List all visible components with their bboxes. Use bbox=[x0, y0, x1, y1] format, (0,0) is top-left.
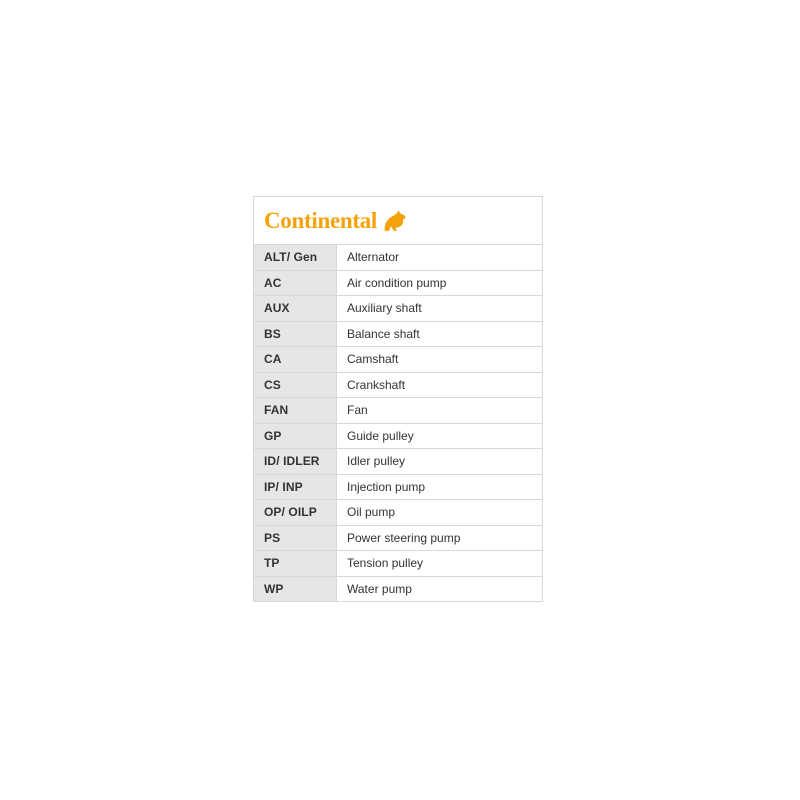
table-row bbox=[254, 347, 542, 373]
desc-cell: Injection pump bbox=[337, 475, 542, 500]
desc-cell: Tension pulley bbox=[337, 551, 542, 576]
table-row bbox=[254, 475, 542, 501]
desc-cell: Fan bbox=[337, 398, 542, 423]
table-row bbox=[254, 296, 542, 322]
desc-cell: Air condition pump bbox=[337, 271, 542, 296]
abbr-cell: AC bbox=[254, 271, 337, 296]
desc-cell: Water pump bbox=[337, 577, 542, 602]
table-row bbox=[254, 424, 542, 450]
continental-logo bbox=[264, 209, 406, 233]
abbr-cell: OP/ OILP bbox=[254, 500, 337, 525]
table-row bbox=[254, 271, 542, 297]
desc-cell: Auxiliary shaft bbox=[337, 296, 542, 321]
brand-name: Continental bbox=[264, 208, 377, 233]
table-row bbox=[254, 322, 542, 348]
brand-header bbox=[254, 197, 542, 245]
desc-cell: Oil pump bbox=[337, 500, 542, 525]
desc-cell: Camshaft bbox=[337, 347, 542, 372]
abbr-cell: AUX bbox=[254, 296, 337, 321]
abbr-cell: GP bbox=[254, 424, 337, 449]
desc-cell: Guide pulley bbox=[337, 424, 542, 449]
table-row bbox=[254, 373, 542, 399]
table-row bbox=[254, 551, 542, 577]
horse-logo-icon bbox=[380, 209, 406, 233]
table-row bbox=[254, 245, 542, 271]
desc-cell: Idler pulley bbox=[337, 449, 542, 474]
abbr-cell: ALT/ Gen bbox=[254, 245, 337, 270]
table-row bbox=[254, 449, 542, 475]
abbr-cell: WP bbox=[254, 577, 337, 602]
abbr-cell: TP bbox=[254, 551, 337, 576]
abbr-cell: FAN bbox=[254, 398, 337, 423]
table-row bbox=[254, 398, 542, 424]
desc-cell: Crankshaft bbox=[337, 373, 542, 398]
desc-cell: Alternator bbox=[337, 245, 542, 270]
abbr-cell: ID/ IDLER bbox=[254, 449, 337, 474]
abbr-cell: IP/ INP bbox=[254, 475, 337, 500]
abbr-cell: BS bbox=[254, 322, 337, 347]
table-row bbox=[254, 500, 542, 526]
table-row bbox=[254, 577, 542, 603]
abbr-cell: PS bbox=[254, 526, 337, 551]
abbr-cell: CS bbox=[254, 373, 337, 398]
desc-cell: Power steering pump bbox=[337, 526, 542, 551]
legend-table bbox=[253, 196, 543, 602]
table-row bbox=[254, 526, 542, 552]
abbr-cell: CA bbox=[254, 347, 337, 372]
desc-cell: Balance shaft bbox=[337, 322, 542, 347]
